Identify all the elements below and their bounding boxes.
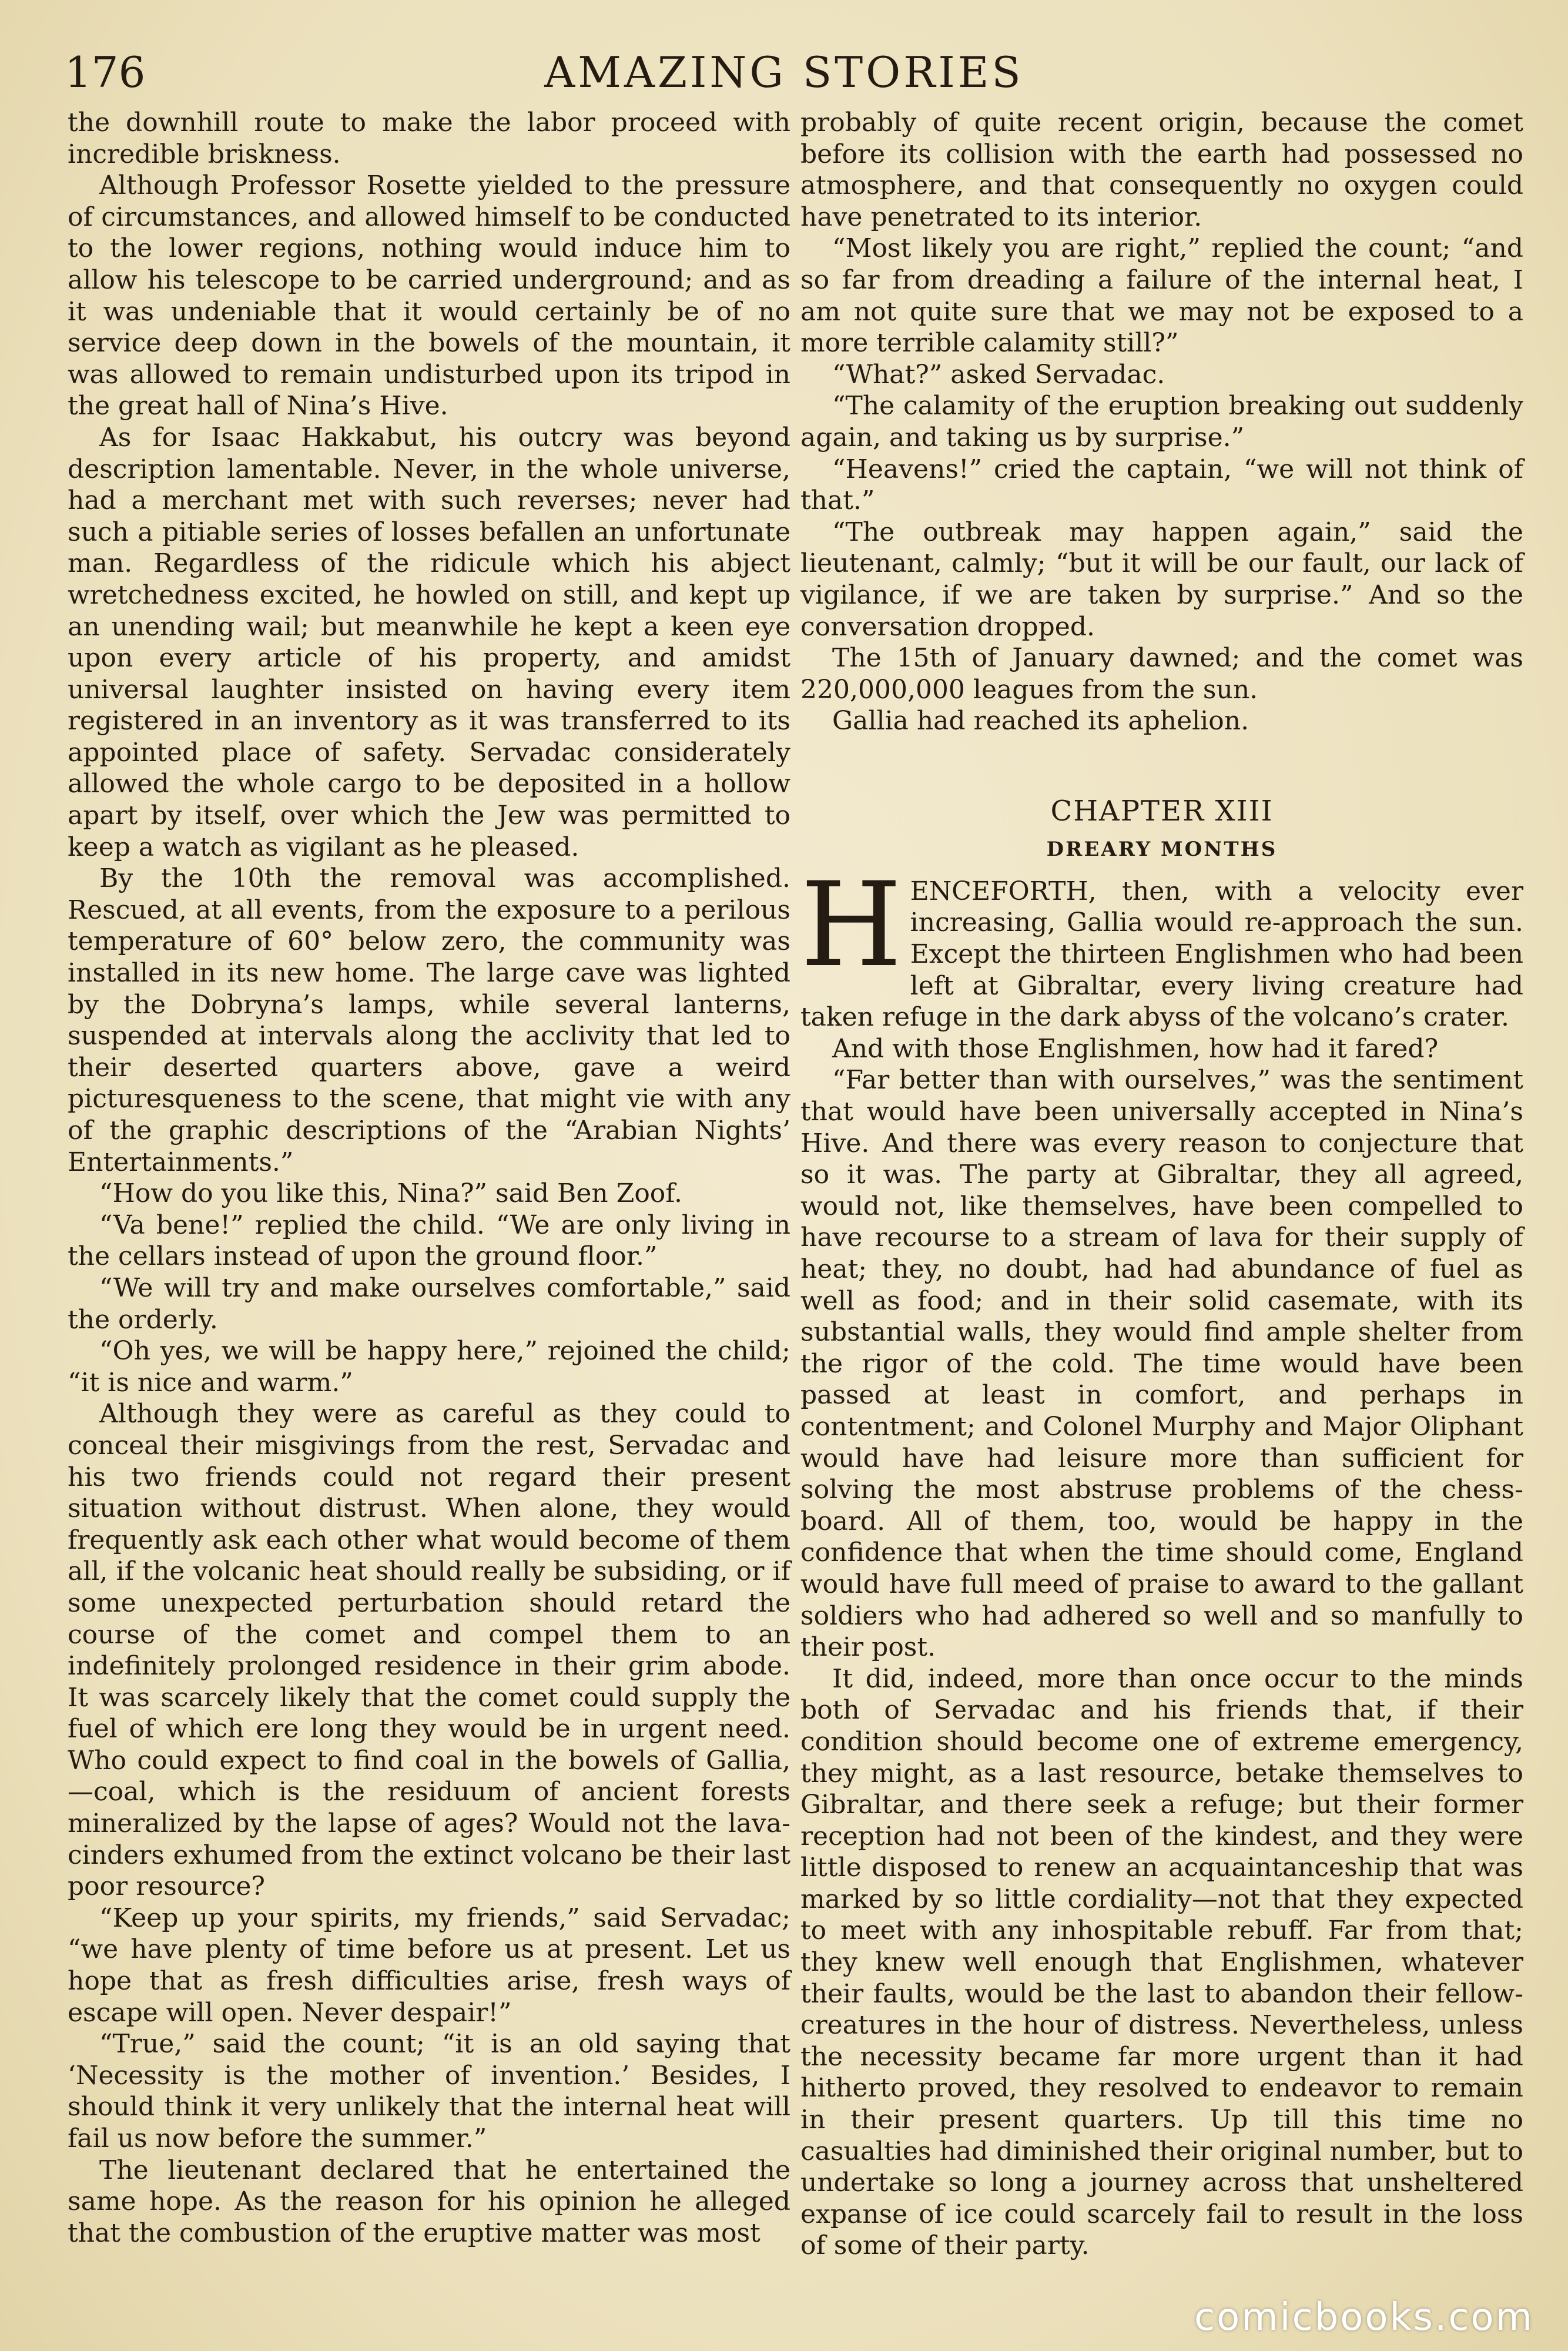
- paragraph: “Va bene!” replied the child. “We are only living in the cellars instead of upon the ground floor.”: [68, 1210, 790, 1272]
- running-head: [65, 40, 1503, 105]
- paragraph: the downhill route to make the labor proceed with incredible briskness.: [68, 108, 790, 169]
- paragraph: “Most likely you are right,” replied the count; “and so far from dreading a failure of the internal heat, I am not quite sure that we may not be exposed to a more terrible calamity still?”: [800, 233, 1523, 359]
- paragraph: “True,” said the count; “it is an old saying that ‘Necessity is the mother of invention.’ Besides, I should think it very unlikely that the internal heat will fail us now before the summer.”: [68, 2029, 790, 2154]
- watermark: comicbooks.com: [1194, 2296, 1534, 2339]
- paragraph: “How do you like this, Nina?” said Ben Zoof.: [99, 1178, 682, 1209]
- chapter-spacer: [800, 737, 1523, 793]
- opening-text: ENCEFORTH, then, with a velocity ever increasing, Gallia would re-approach the sun. Except the thirteen Englishmen who had been left at Gibraltar, every living creature had taken refuge in the dark abyss of the volcano’s crater.: [800, 876, 1523, 1033]
- magazine-title: AMAZING STORIES: [544, 48, 1024, 97]
- paragraph: probably of quite recent origin, because the comet before its collision with the earth had possessed no atmosphere, and that consequently no oxygen could have penetrated to its interior.: [800, 108, 1523, 232]
- paragraph: Although they were as careful as they could to conceal their misgivings from the rest, Servadac and his two friends could not regard their present situation without distrust. When alone, they would frequently ask each other what would become of them all, if the volcanic heat should really be subsiding, or if some unexpected perturbation should retard the course of the comet and compel them to an indefinitely prolonged residence in their grim abode. It was scarcely likely that the comet could supply the fuel of which ere long they would be in urgent need. Who could expect to find coal in the bowels of Gallia,—coal, which is the residuum of ancient forests mineralized by the lapse of ages? Would not the lava-cinders exhumed from the extinct volcano be their last poor resource?: [68, 1399, 790, 1902]
- paragraph: “Keep up your spirits, my friends,” said Servadac; “we have plenty of time before us at present. Let us hope that as fresh difficulties arise, fresh ways of escape will open. Never despair!”: [68, 1903, 790, 2028]
- paragraph: “The outbreak may happen again,” said the lieutenant, calmly; “but it will be our fault, our lack of vigilance, if we are taken by surprise.” And so the conversation dropped.: [800, 517, 1523, 642]
- paragraph: It did, indeed, more than once occur to the minds both of Servadac and his friends that, if their condition should become one of extreme emergency, they might, as a last resource, betake themselves to Gibraltar, and there seek a refuge; but their former reception had not been of the kindest, and they were little disposed to renew an acquaintanceship that was marked by so little cordiality—not that they expected to meet with any inhospitable rebuff. Far from that; they knew well enough that Englishmen, whatever their faults, would be the last to abandon their fellow-creatures in the hour of distress. Nevertheless, unless the necessity became far more urgent than it had hitherto proved, they resolved to endeavor to remain in their present quarters. Up till this time no casualties had diminished their original number, but to undertake so long a journey across that unsheltered expanse of ice could scarcely fail to result in the loss of some of their party.: [800, 1663, 1523, 2261]
- paragraph: “Oh yes, we will be happy here,” rejoined the child; “it is nice and warm.”: [68, 1336, 790, 1398]
- paragraph: “The calamity of the eruption breaking out suddenly again, and taking us by surprise.”: [800, 391, 1523, 453]
- paragraph: “What?” asked Servadac.: [832, 359, 1165, 390]
- paragraph: “We will try and make ourselves comfortable,” said the orderly.: [68, 1272, 790, 1335]
- chapter-opening-paragraph: [800, 856, 1523, 1033]
- paragraph: Although Professor Rosette yielded to the pressure of circumstances, and allowed himself to be conducted to the lower regions, nothing would induce him to allow his telescope to be carried underground; and as it was undeniable that it would certainly be of no service deep down in the bowels of the mountain, it was allowed to remain undisturbed upon its tripod in the great hall of Nina’s Hive.: [68, 170, 790, 421]
- chapter-subtitle: DREARY MONTHS: [1046, 837, 1278, 861]
- paragraph: The lieutenant declared that he entertained the same hope. As the reason for his opinion he alleged that the combustion of the eruptive matter was most: [68, 2155, 790, 2248]
- left-column: [68, 107, 790, 2249]
- paragraph: By the 10th the removal was accomplished. Rescued, at all events, from the exposure to a perilous temperature of 60° below zero, the community was installed in its new home. The large cave was lighted by the Dobryna’s lamps, while several lanterns, suspended at intervals along the acclivity that led to their deserted quarters above, gave a weird picturesqueness to the scene, that might vie with any of the graphic descriptions of the “Arabian Nights’ Entertainments.”: [68, 863, 790, 1177]
- paragraph: And with those Englishmen, how had it fared?: [832, 1033, 1439, 1064]
- right-column: [800, 107, 1523, 2262]
- drop-cap: H: [800, 856, 902, 993]
- paragraph: The 15th of January dawned; and the comet was 220,000,000 leagues from the sun.: [800, 643, 1523, 705]
- paragraph: “Far better than with ourselves,” was the sentiment that would have been universally accepted in Nina’s Hive. And there was every reason to conjecture that so it was. The party at Gibraltar, they all agreed, would not, like themselves, have been compelled to have recourse to a stream of lava for their supply of heat; they, no doubt, had had abundance of fuel as well as food; and in their solid casemate, with its substantial walls, they would find ample shelter from the rigor of the cold. The time would have been passed at least in comfort, and perhaps in contentment; and Colonel Murphy and Major Oliphant would have had leisure more than sufficient for solving the most abstruse problems of the chess-board. All of them, too, would be happy in the confidence that when the time should come, England would have full meed of praise to award to the gallant soldiers who had adhered so well and so manfully to their post.: [800, 1065, 1523, 1663]
- paragraph: As for Isaac Hakkabut, his outcry was beyond description lamentable. Never, in the whole universe, had a merchant met with such reverses; never had such a pitiable series of losses befallen an unfortunate man. Regardless of the ridicule which his abject wretchedness excited, he howled on still, and kept up an unending wail; but meanwhile he kept a keen eye upon every article of his property, and amidst universal laughter insisted on having every item registered in an inventory as it was transferred to its appointed place of safety. Servadac considerately allowed the whole cargo to be deposited in a hollow apart by itself, over which the Jew was permitted to keep a watch as vigilant as he pleased.: [68, 422, 790, 862]
- chapter-title: CHAPTER XIII: [1050, 794, 1274, 828]
- paragraph: “Heavens!” cried the captain, “we will not think of that.”: [800, 454, 1523, 516]
- paragraph: Gallia had reached its aphelion.: [832, 706, 1249, 736]
- page-number: 176: [65, 48, 146, 97]
